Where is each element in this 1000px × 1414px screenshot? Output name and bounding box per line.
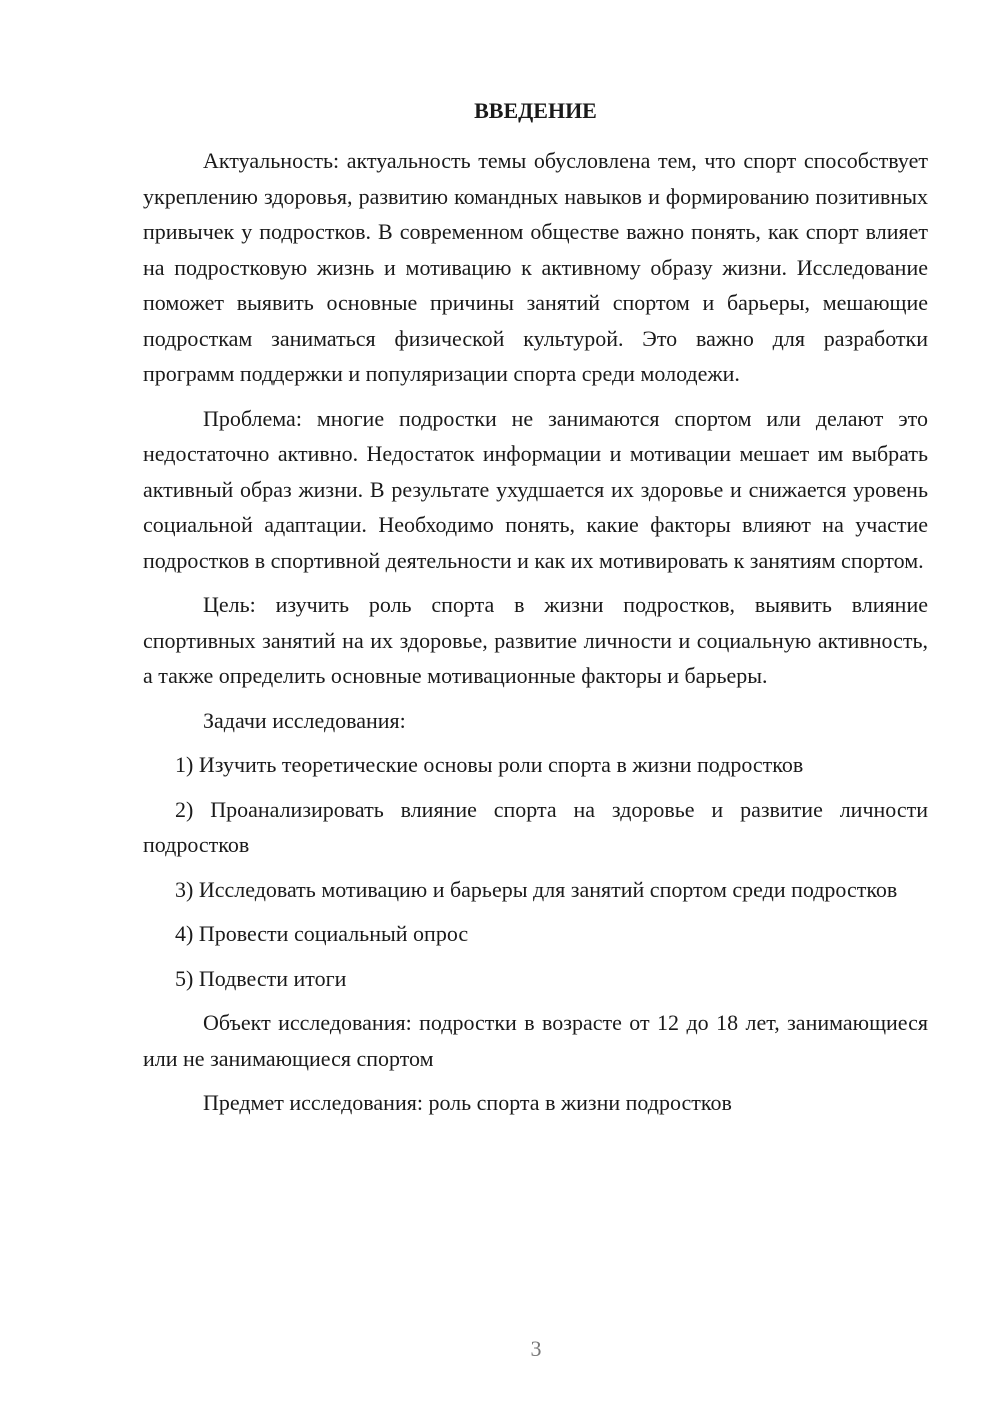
- object-paragraph: Объект исследования: подростки в возрасте от 12 до 18 лет, занимающиеся или не занимающиеся спортом: [143, 1010, 928, 1071]
- goal-paragraph: Цель: изучить роль спорта в жизни подростков, выявить влияние спортивных занятий на их здоровье, развитие личности и социальную активность, а также определить основные мотивационные факторы и барьеры.: [143, 592, 928, 688]
- task-item: 4) Провести социальный опрос: [175, 921, 469, 946]
- task-item: 2) Проанализировать влияние спорта на здоровье и развитие личности подростков: [143, 796, 928, 857]
- task-item: 1) Изучить теоретические основы роли спорта в жизни подростков: [175, 752, 804, 777]
- task-item: 3) Исследовать мотивацию и барьеры для занятий спортом среди подростков: [175, 876, 898, 902]
- document-body: [143, 143, 928, 1130]
- problem-paragraph: Проблема: многие подростки не занимаются спортом или делают это недостаточно активно. Недостаток информации и мотивации мешает им выбрать активный образ жизни. В результате ухудшается их здоровье и снижается уровень социальной адаптации. Необходимо понять, какие факторы влияют на участие подростков в спортивной деятельности и как их мотивировать к занятиям спортом.: [143, 405, 928, 573]
- task-item: 5) Подвести итоги: [175, 965, 347, 991]
- relevance-paragraph: Актуальность: актуальность темы обусловлена тем, что спорт способствует укреплению здоровья, развитию командных навыков и формированию позитивных привычек у подростков. В современном обществе важно понять, как спорт влияет на подростковую жизнь и мотивацию к активному образу жизни. Исследование поможет выявить основные причины занятий спортом и барьеры, мешающие подросткам заниматься физической культурой. Это важно для разработки программ поддержки и популяризации спорта среди молодежи.: [143, 148, 928, 386]
- tasks-heading: Задачи исследования:: [203, 707, 406, 733]
- page-number: 3: [530, 1336, 542, 1361]
- page-title: ВВЕДЕНИЕ: [474, 98, 597, 123]
- subject-paragraph: Предмет исследования: роль спорта в жизни подростков: [203, 1090, 732, 1115]
